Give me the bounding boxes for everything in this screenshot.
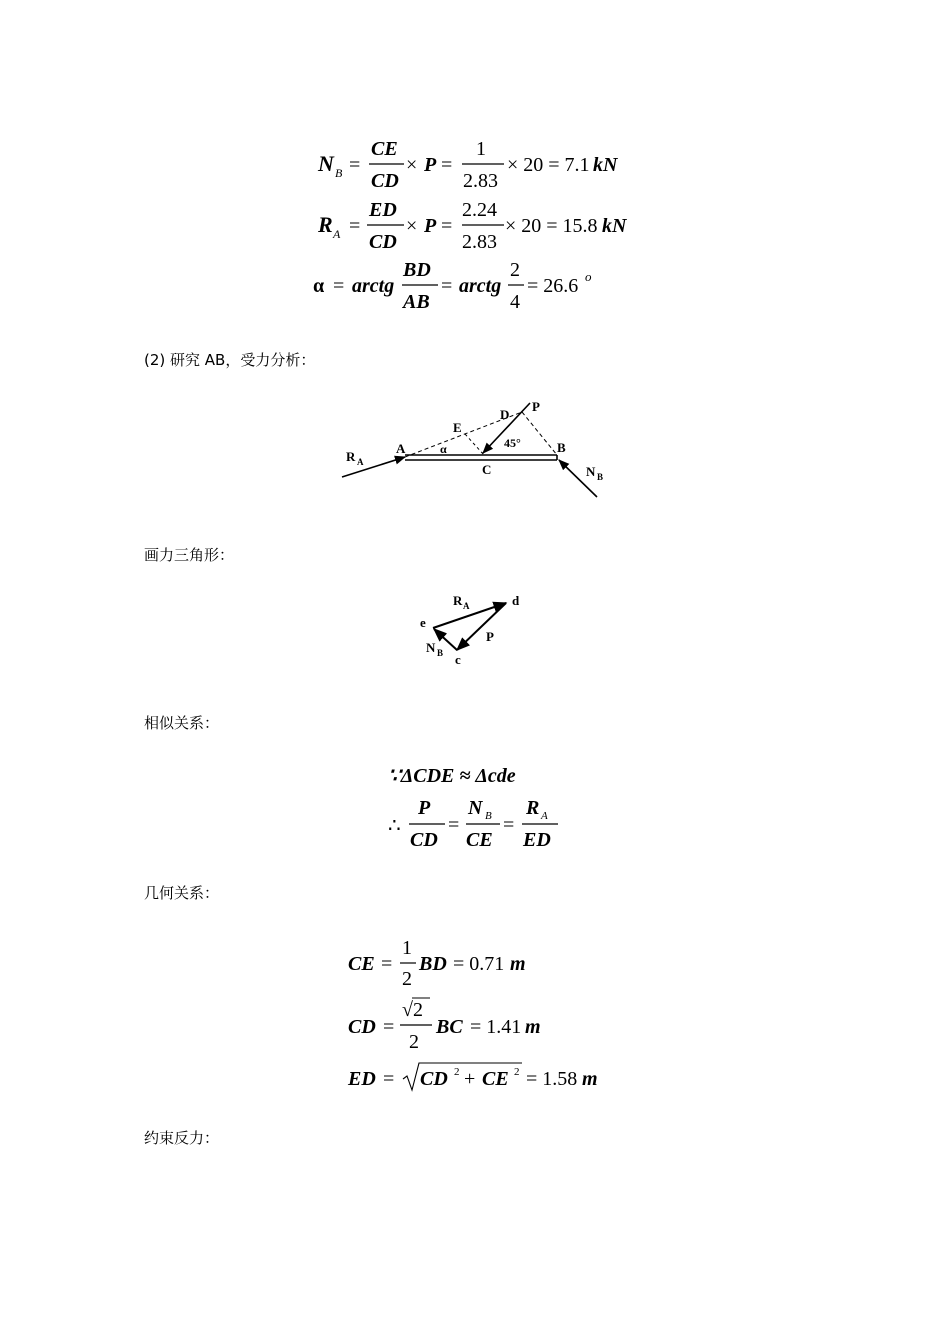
eq3-frac2-den: 4 xyxy=(510,291,520,313)
eq1-tail: × 20 = 7.1 xyxy=(507,154,590,176)
eq2-frac1-den: CD xyxy=(369,231,397,253)
eq2-lhs: R xyxy=(318,212,333,237)
geo3-sup-b: 2 xyxy=(514,1066,520,1078)
geo1-frac-den: 2 xyxy=(402,968,412,990)
geo3-sqrt-a: CD xyxy=(420,1068,448,1090)
geo3-lhs: ED xyxy=(348,1068,376,1090)
tri-label-NB-sub: B xyxy=(437,648,444,658)
sim-line1: ∵ΔCDE ≈ Δcde xyxy=(388,765,516,787)
eq2-tail: × 20 = 15.8 xyxy=(505,215,598,237)
sim-f3-num: R xyxy=(526,797,540,819)
label-B: B xyxy=(557,440,566,455)
geo2-eq: = xyxy=(383,1016,395,1038)
eq2-frac2-num: 2.24 xyxy=(462,199,497,221)
label-NB-sub: B xyxy=(597,472,604,482)
geo2-frac-den: 2 xyxy=(409,1031,419,1053)
sim-f2-num: N xyxy=(468,797,483,819)
sim-therefore: ∴ xyxy=(388,815,401,837)
label-alpha: α xyxy=(440,442,447,456)
eq1-frac1-den: CD xyxy=(371,170,399,192)
tri-label-RA: R xyxy=(453,593,463,608)
tri-label-d: d xyxy=(512,593,520,608)
geo3-val: = 1.58 xyxy=(526,1068,578,1090)
eq2-P: P xyxy=(424,215,437,237)
eq1-P: P xyxy=(424,154,437,176)
sim-eq1: = xyxy=(448,814,460,836)
tri-label-P: P xyxy=(486,629,494,644)
eq3-tail: = 26.6 xyxy=(527,275,579,297)
geo1-eq: = xyxy=(381,953,393,975)
eq1-frac2-den: 2.83 xyxy=(463,170,498,192)
eq2-lhs-sub: A xyxy=(333,227,341,241)
geo2-rhs: BC xyxy=(436,1016,463,1038)
geo3-sqrt-b: CE xyxy=(482,1068,509,1090)
geo3-eq: = xyxy=(383,1068,395,1090)
eq3-fn2: arctg xyxy=(459,275,502,297)
eq1-frac1-num: CE xyxy=(371,138,398,160)
sim-f3-num-sub: A xyxy=(541,810,548,822)
geo2-frac-num: √2 xyxy=(402,999,423,1021)
eq2-eq2: = xyxy=(441,215,453,237)
eq3-eq2: = xyxy=(441,275,453,297)
eq3-eq: = xyxy=(333,275,345,297)
label-RA: R xyxy=(346,449,356,464)
eq1-unit: kN xyxy=(593,154,618,176)
label-D: D xyxy=(500,407,510,422)
label-A: A xyxy=(396,441,406,456)
eq1-eq2: = xyxy=(441,154,453,176)
sim-eq2: = xyxy=(503,814,515,836)
eq3-lhs: α xyxy=(313,275,325,297)
eq1-eq: = xyxy=(349,154,361,176)
eq3-fn: arctg xyxy=(352,275,395,297)
paragraph-force-triangle: 画力三角形： xyxy=(144,546,235,564)
eq2-frac2-den: 2.83 xyxy=(462,231,497,253)
geo2-lhs: CD xyxy=(348,1016,376,1038)
eq1-frac2-num: 1 xyxy=(476,138,486,160)
eq3-frac2-num: 2 xyxy=(510,259,520,281)
sim-f3-den: ED xyxy=(523,829,551,851)
label-E: E xyxy=(453,420,462,435)
geo1-val: = 0.71 xyxy=(453,953,505,975)
eq2-unit: kN xyxy=(602,215,627,237)
eq3-frac1-den: AB xyxy=(403,291,430,313)
geo3-plus: + xyxy=(464,1068,476,1090)
eq2-frac1-num: ED xyxy=(369,199,397,221)
geo1-frac-num: 1 xyxy=(402,937,412,959)
sim-f1-den: CD xyxy=(410,829,438,851)
sim-f2-num-sub: B xyxy=(485,810,492,822)
eq2-times: × xyxy=(406,215,418,237)
paragraph-similar: 相似关系： xyxy=(144,714,220,732)
sim-f2-den: CE xyxy=(466,829,493,851)
label-NB: N xyxy=(586,464,596,479)
eq1-times: × xyxy=(406,154,418,176)
geo2-unit: m xyxy=(525,1016,541,1038)
paragraph-constraint: 约束反力： xyxy=(144,1129,220,1147)
geo3-unit: m xyxy=(582,1068,598,1090)
geo3-sup-a: 2 xyxy=(454,1066,460,1078)
label-C: C xyxy=(482,462,492,477)
label-angle: 45° xyxy=(504,436,521,450)
tri-label-NB: N xyxy=(426,640,436,655)
geo1-unit: m xyxy=(510,953,526,975)
geo1-rhs: BD xyxy=(419,953,447,975)
tri-label-c: c xyxy=(455,652,461,667)
eq1-lhs-sub: B xyxy=(335,166,343,180)
eq3-frac1-num: BD xyxy=(403,259,431,281)
label-RA-sub: A xyxy=(357,457,364,467)
paragraph-geometry: 几何关系： xyxy=(144,884,220,902)
eq2-eq: = xyxy=(349,215,361,237)
geo1-lhs: CE xyxy=(348,953,375,975)
tri-label-RA-sub: A xyxy=(463,601,470,611)
sim-f1-num: P xyxy=(418,797,431,819)
eq1-lhs: N xyxy=(318,151,334,176)
label-P: P xyxy=(532,399,540,414)
paragraph-study-ab: (2) 研究 AB，受力分析： xyxy=(144,351,316,369)
geo2-val: = 1.41 xyxy=(470,1016,522,1038)
eq3-deg: o xyxy=(585,269,592,284)
tri-label-e: e xyxy=(420,615,426,630)
